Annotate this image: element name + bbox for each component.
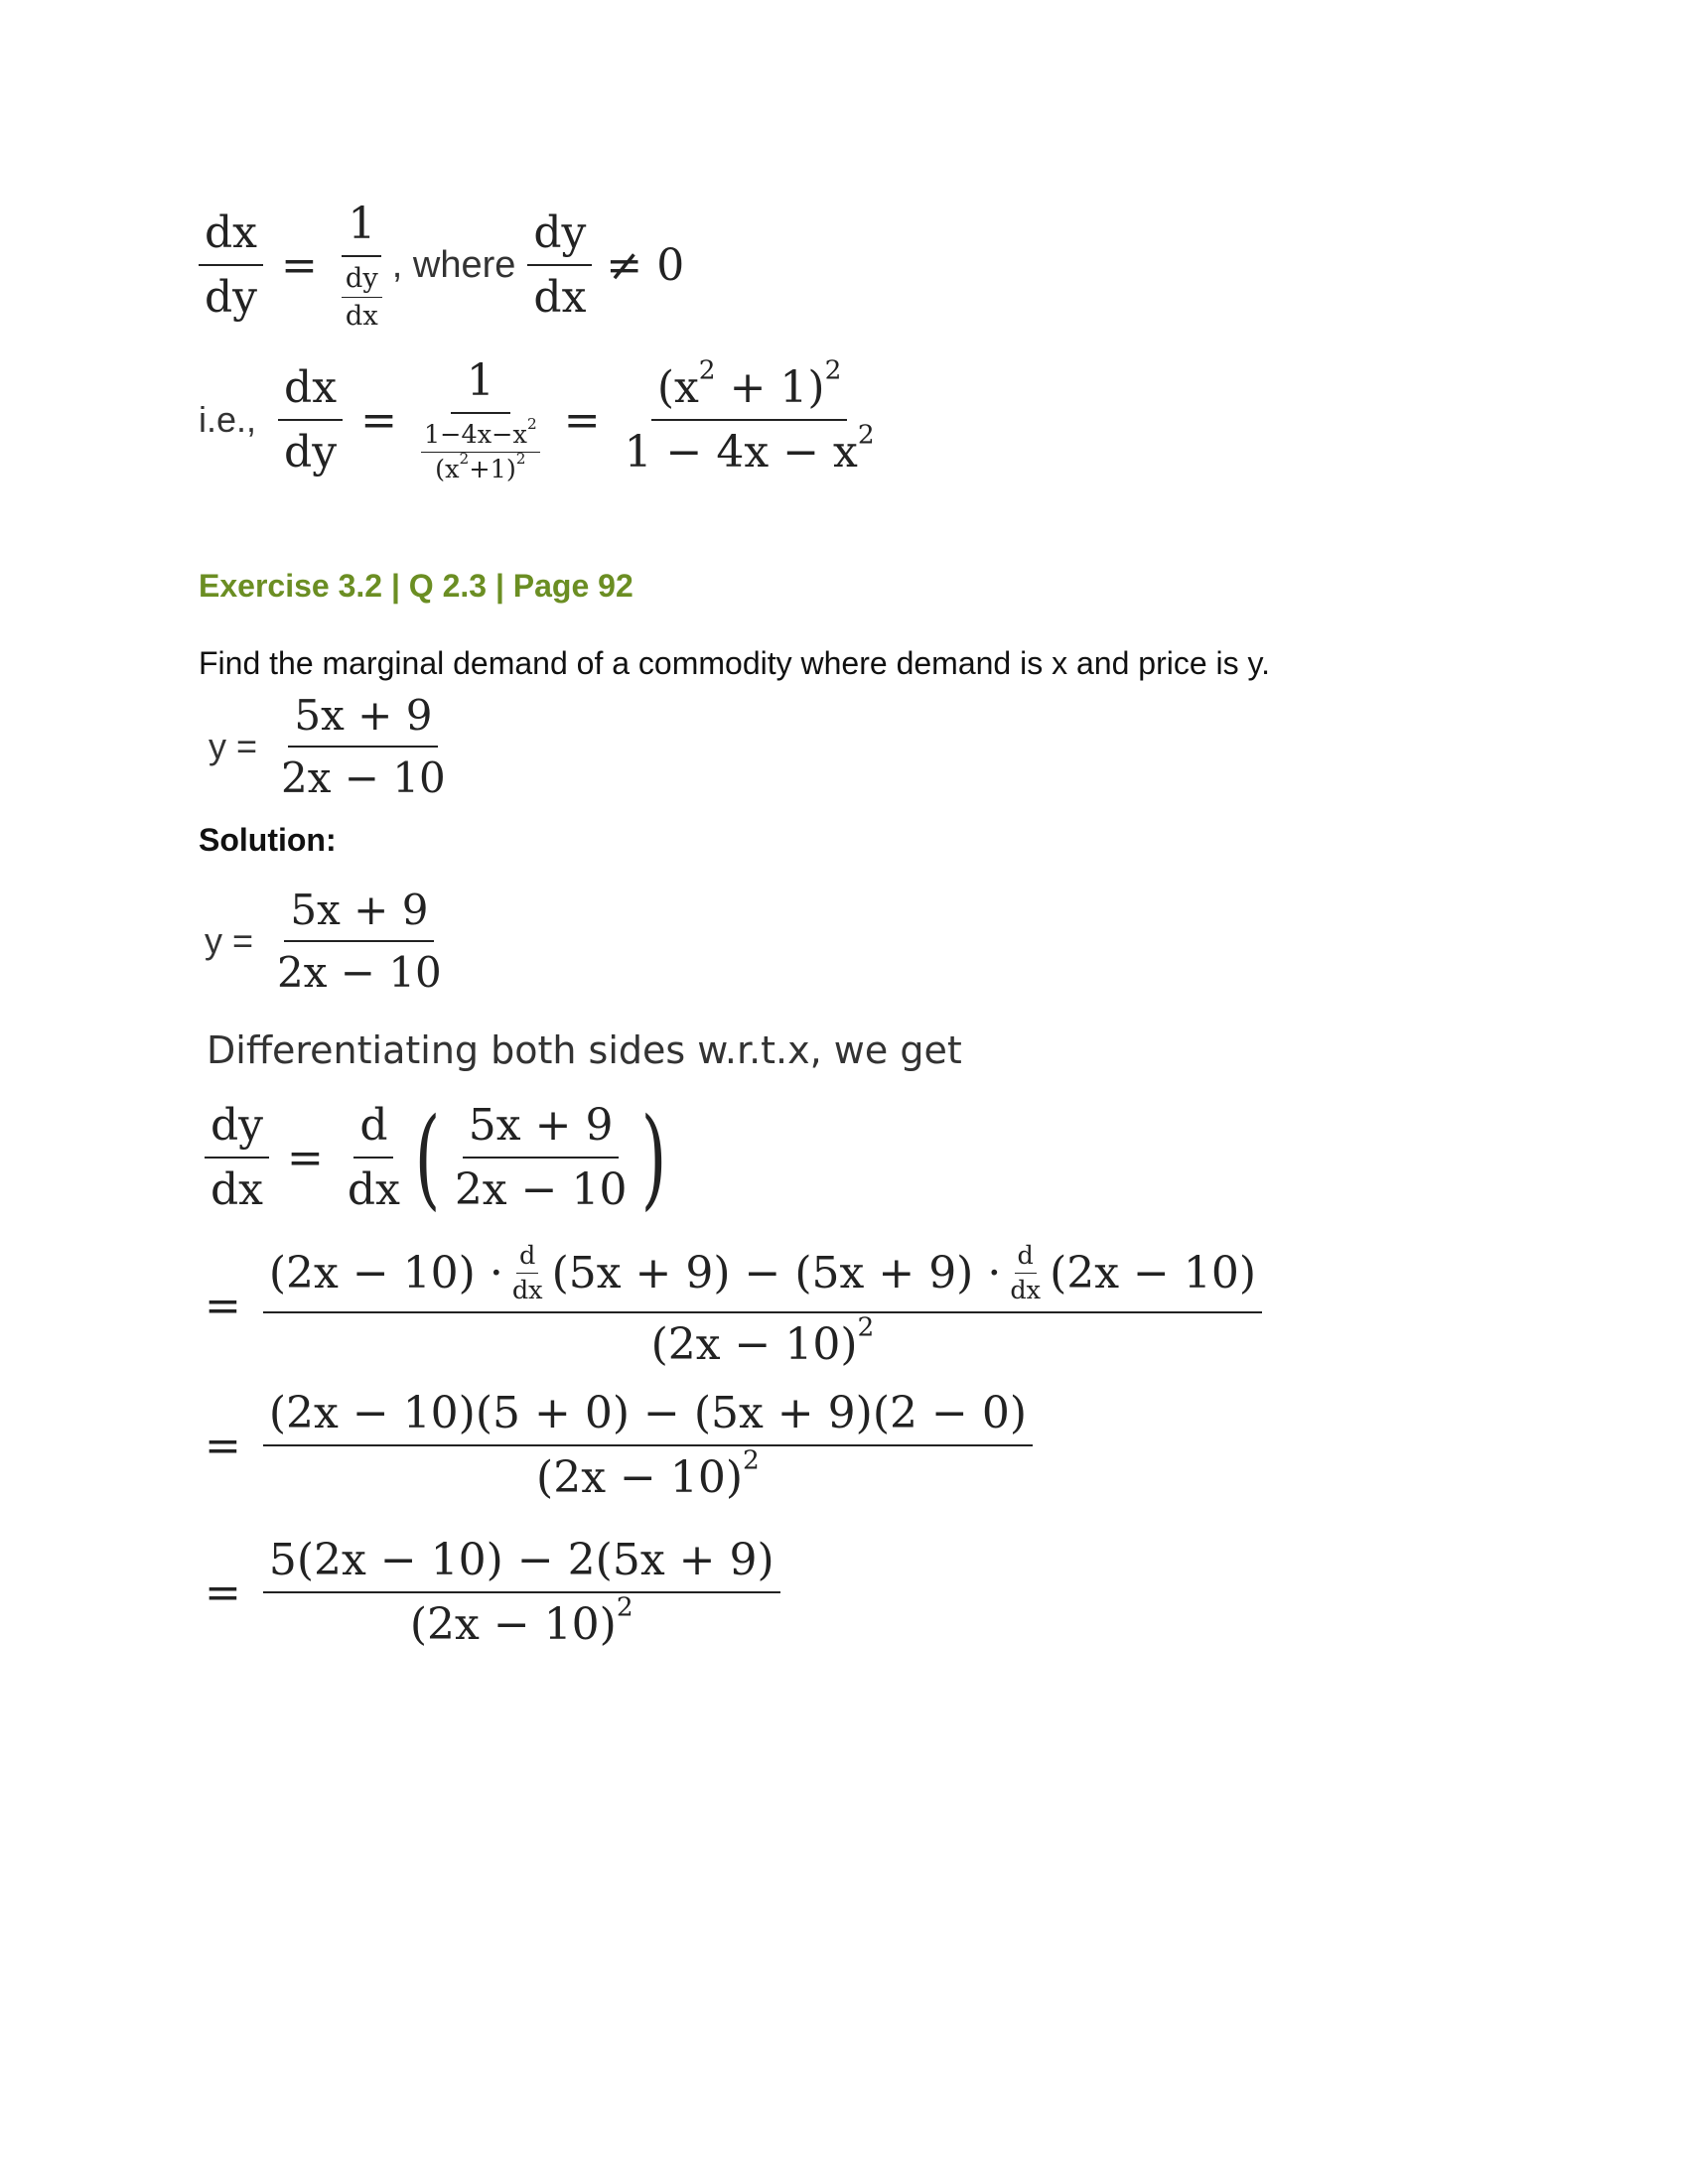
- equals-sign: =: [205, 1567, 241, 1618]
- evaluated-step: [205, 1388, 1033, 1503]
- dy-over-dx-small: $\frac{dy}{dx}$: [342, 263, 382, 332]
- differentiating-text: Differentiating both sides w.r.t.x, we get: [207, 1028, 962, 1072]
- ie-inner-fraction: $\frac{1-4x-x^2}{(x^2+1)^2}$: [421, 420, 540, 484]
- simplified-fraction: $\frac{5(2x - 10) - 2(5x + 9)}{(2x - 10)^2}$: [263, 1535, 780, 1650]
- equals-sign: =: [205, 1280, 241, 1331]
- question-text: Find the marginal demand of a commodity where demand is x and price is y.: [199, 645, 1271, 681]
- condition-fraction: $\frac{dy}{dx}$: [527, 207, 592, 323]
- quotient-rule-fraction: (2x − 10) · $\frac{d}{dx}$ (5x + 9) − (5x + 9) · $\frac{d}{dx}$ (2x − 10) $(2x - 10)^2$: [263, 1241, 1262, 1370]
- solution-equation: [205, 886, 448, 997]
- where-text: , where: [391, 243, 516, 286]
- dx-over-dy: $\frac{dx}{dy}$: [199, 207, 263, 323]
- ie-prefix: i.e.,: [199, 399, 257, 440]
- simplified-step: [205, 1535, 780, 1650]
- solution-fraction: $\frac{5x + 9}{2x - 10}$: [277, 886, 442, 997]
- equals-sign: =: [563, 394, 601, 446]
- exercise-heading: Exercise 3.2 | Q 2.3 | Page 92: [199, 568, 633, 604]
- solution-label: Solution:: [199, 822, 337, 858]
- given-equation: [209, 691, 452, 802]
- derivative-setup: [205, 1094, 675, 1221]
- derivative-inner-fraction: $\frac{5x + 9}{2x - 10}$: [454, 1100, 628, 1215]
- equals-sign: =: [205, 1420, 241, 1471]
- ie-equation: [199, 355, 881, 484]
- equals-sign: =: [360, 394, 397, 446]
- ie-dx-over-dy: $\frac{dx}{dy}$: [278, 362, 343, 478]
- ie-result-fraction: $\frac{(x^2 + 1)^2}{1 - 4x - x^2}$: [624, 354, 875, 478]
- dy-over-dx: $\frac{dy}{dx}$: [205, 1100, 269, 1215]
- d-over-dx-small: $\frac{d}{dx}$: [511, 1241, 543, 1305]
- given-fraction: $\frac{5x + 9}{2x - 10}$: [281, 691, 446, 802]
- ie-reciprocal-fraction: $\frac{1}{\frac{1-4x-x^2}{(x^2+1)^2}}$: [415, 355, 546, 484]
- equals-sign: =: [287, 1132, 324, 1183]
- not-equal-zero: ≠ 0: [606, 239, 685, 291]
- quotient-rule-step: [205, 1241, 1262, 1370]
- solution-y-equals: y =: [205, 920, 254, 961]
- d-over-dx-small: $\frac{d}{dx}$: [1010, 1241, 1042, 1305]
- equals-sign: =: [281, 239, 318, 291]
- given-y-equals: y =: [209, 726, 258, 766]
- evaluated-fraction: $\frac{(2x - 10)(5 + 0) - (5x + 9)(2 - 0)}{(2x - 10)^2}$: [263, 1388, 1033, 1503]
- left-paren: (: [414, 1094, 441, 1221]
- reciprocal-fraction: $\frac{1}{\frac{dy}{dx}}$: [336, 199, 388, 332]
- d-over-dx-operator: $\frac{d}{dx}$: [347, 1100, 400, 1215]
- inverse-derivative-rule: [199, 199, 684, 332]
- right-paren: ): [641, 1094, 667, 1221]
